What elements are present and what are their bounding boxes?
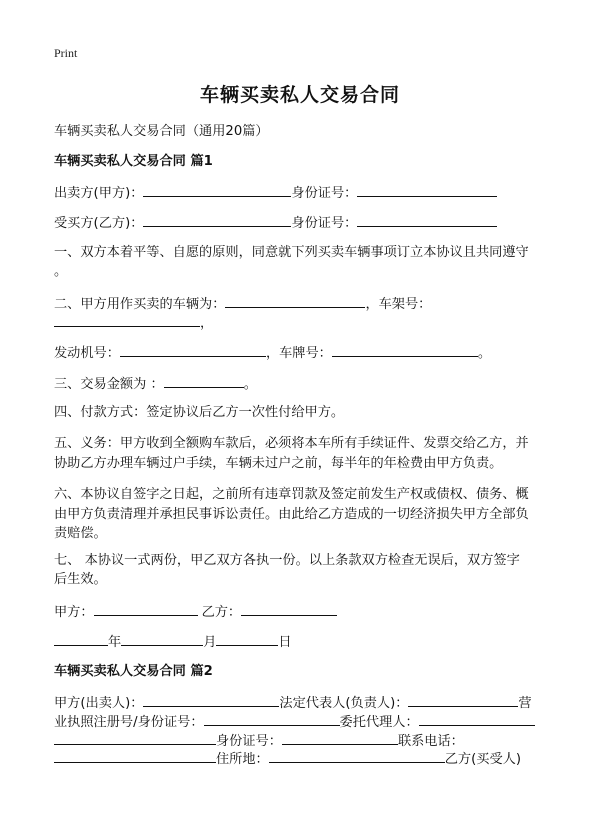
business-label: 营: [518, 696, 532, 711]
engine-blank[interactable]: [120, 342, 266, 357]
plate-blank[interactable]: [332, 342, 478, 357]
section-heading-2: 车辆买卖私人交易合同 篇2: [54, 664, 213, 679]
agent-label: 委托代理人：: [339, 715, 419, 730]
party-b-blank[interactable]: [241, 601, 337, 616]
year-label: 年: [108, 635, 122, 650]
phone-blank[interactable]: [54, 748, 216, 763]
license-label: 业执照注册号/身份证号：: [54, 715, 204, 730]
agent-blank[interactable]: [419, 711, 535, 726]
frame-comma: ，: [200, 316, 214, 331]
seller-row: [54, 182, 497, 204]
license-blank[interactable]: [204, 711, 340, 726]
seller-id-blank[interactable]: [357, 182, 497, 197]
frame-label: ，车架号：: [365, 297, 432, 312]
buyer-id-blank[interactable]: [357, 212, 497, 227]
engine-period: 。: [477, 346, 492, 361]
document-title: 车辆买卖私人交易合同: [199, 84, 400, 106]
clause-7-line-2: 后生效。: [54, 572, 107, 587]
buyer-blank[interactable]: [143, 212, 291, 227]
year-blank[interactable]: [54, 631, 108, 646]
clause-6-line-1: 六、本协议自签字之日起，之前所有违章罚款及签定前发生产权或债权、债务、概: [54, 487, 529, 502]
agent-name-blank[interactable]: [54, 730, 216, 745]
id-2-label: 身份证号：: [216, 734, 282, 749]
section-heading-1: 车辆买卖私人交易合同 篇1: [54, 154, 213, 169]
frame-row: [54, 312, 213, 334]
party-b-label: 乙方：: [201, 605, 242, 620]
document-subtitle: 车辆买卖私人交易合同（通用20篇）: [54, 124, 269, 139]
clause-1-line-2: 。: [54, 264, 68, 279]
signature-row: [54, 601, 337, 623]
amount-period: 。: [243, 377, 257, 392]
plate-label: ，车牌号：: [265, 346, 332, 361]
section-2-row-4: [54, 748, 521, 770]
amount-row: [54, 373, 257, 395]
amount-blank[interactable]: [164, 373, 244, 388]
clause-5-line-2: 协助乙方办理车辆过户手续，车辆未过户之前，每半年的年检费由甲方负责。: [54, 456, 503, 471]
address-label: 住所地：: [216, 752, 269, 767]
clause-1-line-1: 一、双方本着平等、自愿的原则，同意就下列买卖车辆事项订立本协议且共同遵守: [54, 245, 529, 260]
print-label[interactable]: Print: [54, 46, 78, 60]
engine-row: [54, 342, 491, 364]
buyer-label: 受买方(乙方)：: [54, 216, 144, 231]
buyer-id-label: 身份证号：: [291, 216, 358, 231]
vehicle-blank[interactable]: [225, 293, 365, 308]
legal-rep-label: 法定代表人(负责人)：: [279, 696, 409, 711]
party-a-label: 甲方：: [54, 605, 94, 620]
buyer-2-label: 乙方(买受人): [444, 752, 521, 767]
day-label: 日: [278, 635, 292, 650]
seller-2-blank[interactable]: [143, 692, 279, 707]
id-2-blank[interactable]: [282, 730, 398, 745]
month-blank[interactable]: [121, 631, 203, 646]
amount-label: 三、交易金额为 ：: [54, 377, 164, 392]
engine-label: 发动机号：: [54, 346, 120, 361]
clause-7-line-1: 七、 本协议一式两份，甲乙双方各执一份。以上条款双方检查无误后，双方签字: [54, 553, 520, 568]
clause-5-line-1: 五、义务：甲方收到全额购车款后，必须将本车所有手续证件、发票交给乙方，并: [54, 436, 529, 451]
frame-number-blank[interactable]: [54, 312, 200, 327]
legal-rep-blank[interactable]: [408, 692, 518, 707]
seller-2-label: 甲方(出卖人)：: [54, 696, 144, 711]
seller-blank[interactable]: [143, 182, 291, 197]
day-blank[interactable]: [216, 631, 278, 646]
clause-6-line-3: 责赔偿。: [54, 526, 107, 541]
clause-6-line-2: 由甲方负责清理并承担民事诉讼责任。由此给乙方造成的一切经济损失甲方全部负: [54, 507, 529, 522]
month-label: 月: [203, 635, 217, 650]
party-a-blank[interactable]: [94, 601, 198, 616]
clause-2-prefix: 二、甲方用作买卖的车辆为：: [54, 297, 226, 312]
address-blank[interactable]: [269, 748, 445, 763]
phone-label: 联系电话：: [397, 734, 464, 749]
seller-id-label: 身份证号：: [291, 186, 358, 201]
clause-4: 四、付款方式：签定协议后乙方一次性付给甲方。: [54, 405, 345, 420]
buyer-row: [54, 212, 497, 234]
date-row: [54, 631, 292, 653]
seller-label: 出卖方(甲方)：: [54, 186, 144, 201]
